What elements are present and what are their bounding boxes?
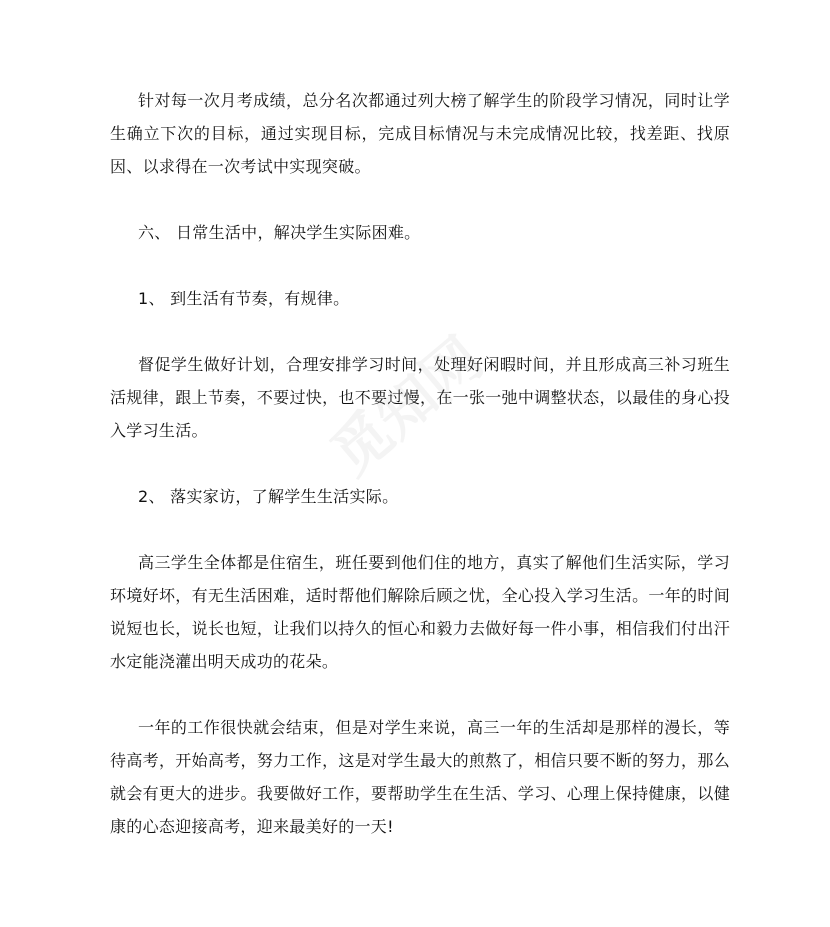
subheading-home-visit: 2、 落实家访，了解学生生活实际。	[138, 487, 399, 506]
document-body	[110, 84, 730, 876]
section-heading-daily-life: 六、 日常生活中，解决学生实际困难。	[138, 223, 421, 242]
paragraph-monthly-exam: 针对每一次月考成绩，总分名次都通过列大榜了解学生的阶段学习情况，同时让学生确立下次的目标，通过实现目标，完成目标情况与未完成情况比较，找差距、找原因、以求得在一次考试中实现突破。	[110, 91, 730, 176]
subheading-rhythm: 1、 到生活有节奏，有规律。	[138, 289, 350, 308]
watermark-text: 觅知网	[318, 324, 496, 489]
paragraph-plan: 督促学生做好计划，合理安排学习时间，处理好闲暇时间，并且形成高三补习班生活规律，跟上节奏，不要过快，也不要过慢，在一张一弛中调整状态，以最佳的身心投入学习生活。	[110, 355, 730, 440]
paragraph-boarding: 高三学生全体都是住宿生，班任要到他们住的地方，真实了解他们生活实际，学习环境好坏，有无生活困难，适时帮他们解除后顾之忧，全心投入学习生活。一年的时间说短也长，说长也短，让我们以持久的恒心和毅力去做好每一件小事，相信我们付出汗水定能浇灌出明天成功的花朵。	[110, 553, 730, 671]
paragraph-conclusion: 一年的工作很快就会结束，但是对学生来说，高三一年的生活却是那样的漫长，等待高考，开始高考，努力工作，这是对学生最大的煎熬了，相信只要不断的努力，那么就会有更大的进步。我要做好工作，要帮助学生在生活、学习、心理上保持健康，以健康的心态迎接高考，迎来最美好的一天!	[110, 718, 730, 836]
